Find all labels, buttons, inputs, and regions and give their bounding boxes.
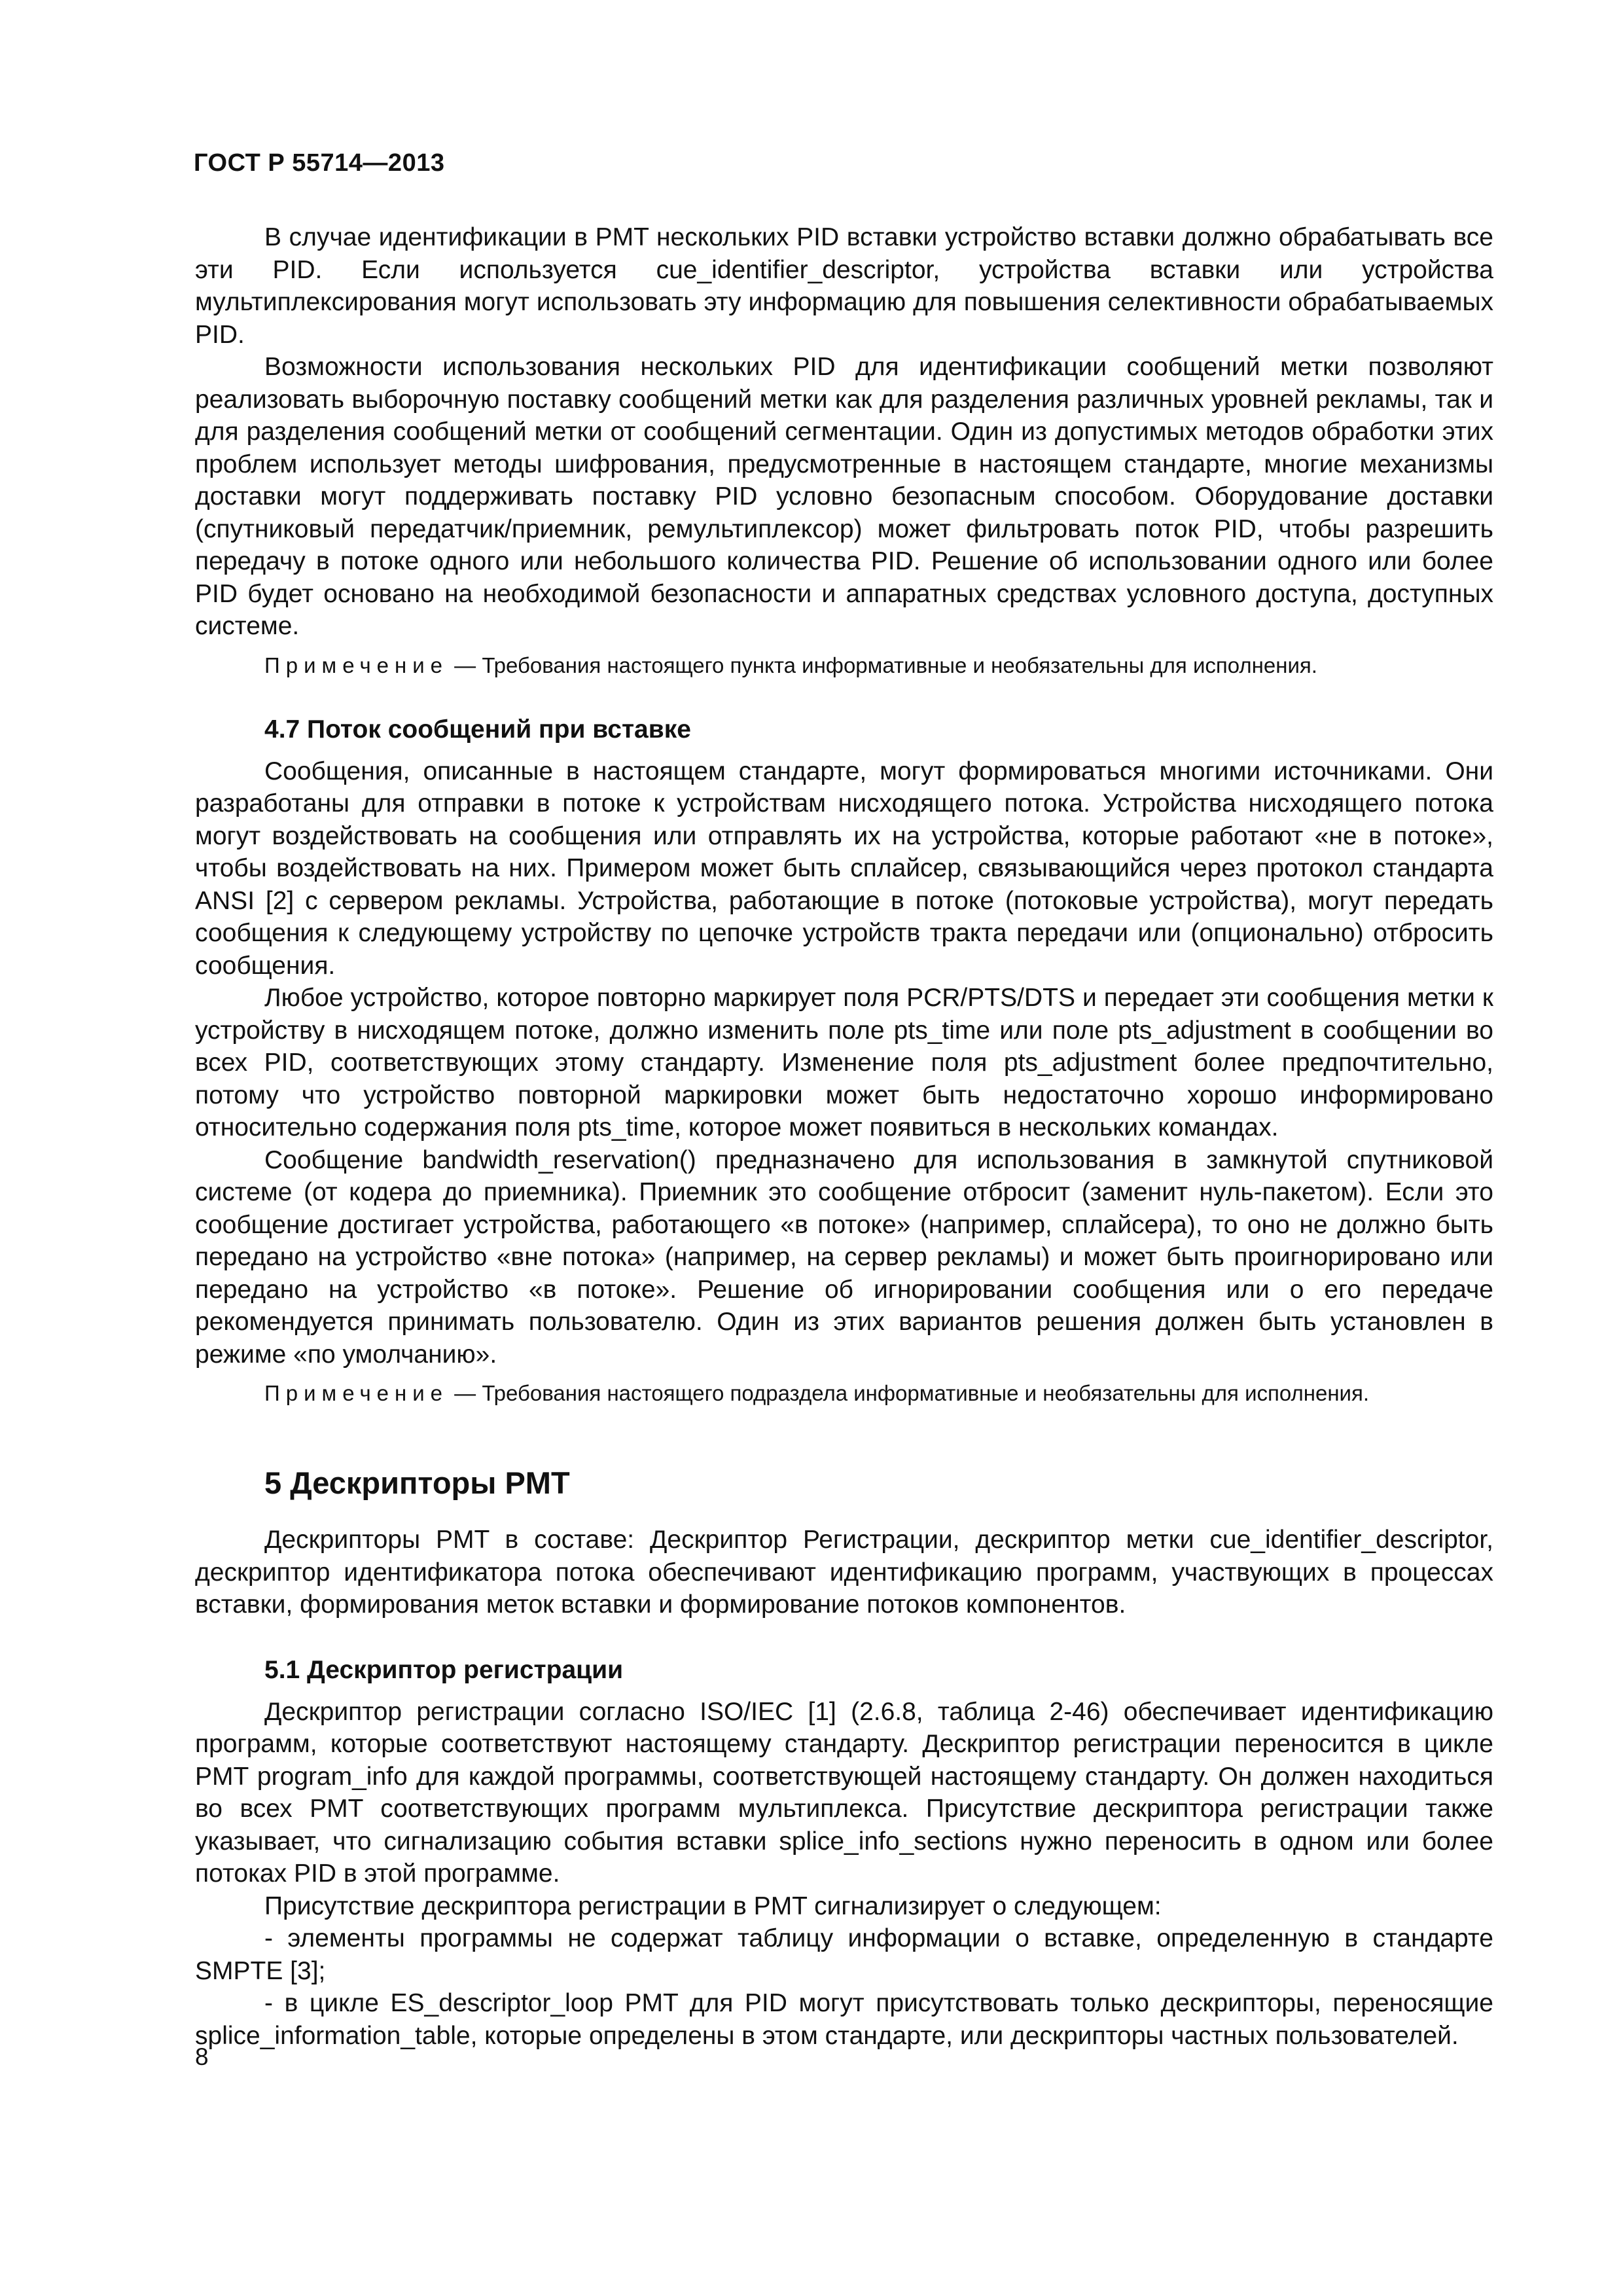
section-heading-5-1: 5.1 Дескриптор регистрации — [264, 1655, 624, 1684]
note-label: Примечение — [264, 1381, 449, 1405]
note — [195, 651, 1493, 681]
note-text: — Требования настоящего подраздела информативные и необязательны для исполнения. — [448, 1381, 1370, 1405]
note — [195, 1378, 1493, 1408]
note-text: — Требования настоящего пункта информативные и необязательны для исполнения. — [448, 653, 1317, 677]
paragraph: Дескрипторы PMT в составе: Дескриптор Регистрации, дескриптор метки cue_identifier_descriptor, дескриптор идентификатора потока обеспечивают идентификацию программ, участвующих в процессах вставки, формирования меток вставки и формирование потоков компонентов. — [195, 1526, 1493, 1619]
note-label: Примечение — [264, 653, 449, 677]
paragraph: Сообщение bandwidth_reservation() предназначено для использования в замкнутой спутниковой системе (от кодера до приемника). Приемник это сообщение отбросит (заменит нуль-пакетом). Если это сообщение достигает устройства, работающего «в потоке» (например, сплайсера), то оно не должно быть передано на устройство «вне потока» (например, на сервер рекламы) и может быть проигнорировано или передано на устройство «в потоке». Решение об игнорировании сообщения или о его передаче рекомендуется принимать пользователю. Один из этих вариантов решения должен быть установлен в режиме «по умолчанию». — [195, 1145, 1493, 1369]
section-heading-4-7: 4.7 Поток сообщений при вставке — [264, 715, 691, 744]
paragraph: Возможности использования нескольких PID для идентификации сообщений метки позволяют реализовать выборочную поставку сообщений метки как для разделения различных уровней рекламы, так и для разделения сообщений метки от сообщений сегментации. Один из допустимых методов обработки этих проблем использует методы шифрования, предусмотренные в настоящем стандарте, многие механизмы доставки могут поддерживать поставку PID условно безопасным способом. Оборудование доставки (спутниковый передатчик/приемник, ремультиплексор) может фильтровать поток PID, чтобы разрешить передачу в потоке одного или небольшого количества PID. Решение об использовании одного или более PID будет основано на необходимой безопасности и аппаратных средствах условного доступа, доступных системе. — [195, 353, 1493, 640]
paragraph: Сообщения, описанные в настоящем стандарте, могут формироваться многими источниками. Они разработаны для отправки в потоке к устройствам нисходящего потока. Устройства нисходящего потока могут воздействовать на сообщения или отправлять их на устройства, которые работают «не в потоке», чтобы воздействовать на них. Примером может быть сплайсер, связывающийся через протокол стандарта ANSI [2] с сервером рекламы. Устройства, работающие в потоке (потоковые устройства), могут передать сообщения к следующему устройству по цепочке устройств тракта передачи или (опционально) отбросить сообщения. — [195, 757, 1493, 980]
section-heading-5: 5 Дескрипторы PMT — [264, 1465, 570, 1500]
list-item: - элементы программы не содержат таблицу информации о вставке, определенную в стандарте SMPTE [3]; — [195, 1924, 1493, 1985]
page-number: 8 — [195, 2043, 209, 2070]
list-item: - в цикле ES_descriptor_loop PMT для PID могут присутствовать только дескрипторы, переносящие splice_information_table, которые определены в этом стандарте, или дескрипторы частных пользователей. — [195, 1989, 1493, 2050]
page-content — [195, 221, 1493, 2052]
paragraph: Дескриптор регистрации согласно ISO/IEC [1] (2.6.8, таблица 2-46) обеспечивает идентификацию программ, которые соответствуют настоящему стандарту. Дескриптор регистрации переносится в цикле PMT program_info для каждой программы, соответствующей настоящему стандарту. Он должен находиться во всех PMT соответствующих программ мультиплекса. Присутствие дескриптора регистрации также указывает, что сигнализацию события вставки splice_info_sections нужно переносить в одном или более потоках PID в этой программе. — [195, 1697, 1493, 1888]
paragraph: Присутствие дескриптора регистрации в PMT сигнализирует о следующем: — [264, 1892, 1162, 1920]
paragraph: В случае идентификации в PMT нескольких PID вставки устройство вставки должно обрабатывать все эти PID. Если используется cue_identifier_descriptor, устройства вставки или устройства мультиплексирования могут использовать эту информацию для повышения селективности обрабатываемых PID. — [195, 223, 1493, 349]
document-code: ГОСТ Р 55714—2013 — [194, 149, 445, 177]
paragraph: Любое устройство, которое повторно маркирует поля PCR/PTS/DTS и передает эти сообщения метки к устройству в нисходящем потоке, должно изменить поле pts_time или поле pts_adjustment в сообщении во всех PID, соответствующих этому стандарту. Изменение поля pts_adjustment более предпочтительно, потому что устройство повторной маркировки может быть недостаточно хорошо информировано относительно содержания поля pts_time, которое может появиться в нескольких командах. — [195, 984, 1493, 1141]
